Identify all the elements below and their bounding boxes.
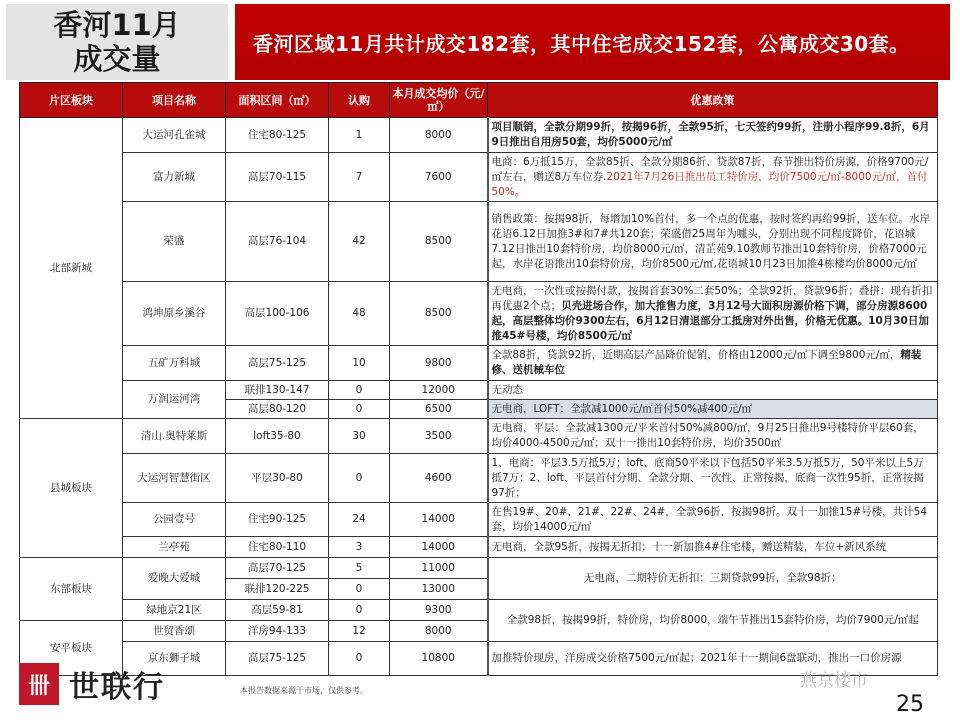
subscribed-cell: 3 [329,537,390,558]
policy-cell [488,153,938,202]
table-row [20,537,938,558]
project-cell: 富力新城 [123,153,226,202]
policy-cell: 无电商，LOFT：全款减1000元/㎡首付50%减400元/㎡ [488,400,938,419]
area-cell: 住宅90-125 [226,503,329,537]
area-cell: 高层75-125 [226,346,329,381]
area-cell: 高层59-81 [226,600,329,621]
project-cell: 鸿坤原乡溪谷 [123,282,226,346]
project-cell: 京东狮子城 [123,642,226,676]
company-logo [19,662,165,706]
subscribed-cell: 0 [329,600,390,621]
header-price: 本月成交均价（元/㎡） [390,83,488,118]
price-cell: 14000 [390,537,488,558]
table-row [20,600,938,621]
table-row [20,503,938,537]
price-cell: 9300 [390,600,488,621]
project-cell: 大运河智慧街区 [123,454,226,503]
subscribed-cell: 0 [329,579,390,600]
project-cell: 爱晚大爱城 [123,558,226,600]
project-cell: 荣盛 [123,202,226,282]
policy-cell: 加推特价现房，洋房成交价格7500元/㎡起；2021年十一期间6盘联动，推出一口价房源 [488,642,938,676]
policy-cell: 无电商，全款95折，按揭无折扣；十一新加推4#住宅楼，赠送精装，车位+新风系统 [488,537,938,558]
table-row [20,118,938,153]
page-title [6,4,228,80]
district-cell: 县城板块 [20,419,123,558]
transaction-table [19,82,938,676]
watermark: 燕京楼市 [800,671,868,691]
area-cell: 住宅80-125 [226,118,329,153]
policy-bold: 贝壳进场合作，加大推售力度，3月12号大面积房源价格下调，部分房源8600起，高层整体均价9300左右，6月12日清退部分工抵房对外出售，价格无优惠。10月30日加推45#号楼，均价8500元/㎡ [491,299,929,342]
district-cell: 安平板块 [20,621,123,676]
subscribed-cell: 0 [329,454,390,503]
area-cell: 洋房94-133 [226,621,329,642]
header-district: 片区板块 [20,83,123,118]
title-line-2: 成交量 [73,42,161,76]
disclaimer: 本报告数据来源于市场，仅供参考。 [240,686,368,695]
price-cell: 8000 [390,621,488,642]
table-row [20,381,938,400]
policy-cell [488,346,938,381]
policy-highlight: 2021年7月26日推出员工特价房，均价7500元/㎡-8000元/㎡，首付50%。 [491,170,928,198]
table-row [20,282,938,346]
subscribed-cell: 1 [329,118,390,153]
price-cell: 13000 [390,579,488,600]
area-cell: 高层75-125 [226,642,329,676]
summary-banner [235,4,950,80]
project-cell: 兰亭苑 [123,537,226,558]
policy-cell [488,282,938,346]
policy-text: 无电商，一次性或按揭付款，按揭首套30%二套50%；全款92折，贷款96折；叠拼：现有折扣再优惠2个点； [491,284,933,312]
subscribed-cell: 5 [329,558,390,579]
header-policy: 优惠政策 [488,83,938,118]
subscribed-cell: 42 [329,202,390,282]
subscribed-cell: 0 [329,400,390,419]
table-row [20,419,938,454]
policy-cell: 项目顺销，全款分期99折，按揭96折，全款95折，七天签约99折，注册小程序99.8折，6月9日推出自用房50套，均价5000元/㎡ [488,118,938,153]
table-row [20,346,938,381]
subscribed-cell: 7 [329,153,390,202]
policy-cell: 无电商，二期特价无折扣；三期贷款99折，全款98折； [488,558,938,600]
title-line-1: 香河11月 [53,8,181,42]
district-cell: 北部新城 [20,118,123,419]
subscribed-cell: 0 [329,642,390,676]
area-cell: 高层70-115 [226,153,329,202]
price-cell: 6500 [390,400,488,419]
area-cell: 高层100-106 [226,282,329,346]
area-cell: 联排130-147 [226,381,329,400]
header-subscribed: 认购 [329,83,390,118]
header-project: 项目名称 [123,83,226,118]
price-cell: 12000 [390,381,488,400]
subscribed-cell: 48 [329,282,390,346]
project-cell: 世贸香颂 [123,621,226,642]
area-cell: 平层30-80 [226,454,329,503]
price-cell: 3500 [390,419,488,454]
project-cell: 大运河孔雀城 [123,118,226,153]
policy-cell: 在售19#、20#、21#、22#、24#，全款96折，按揭98折。双十一加推15#号楼，共计54套，均价14000元/㎡ [488,503,938,537]
table-row [20,202,938,282]
price-cell: 8000 [390,118,488,153]
summary-text: 香河区域11月共计成交182套，其中住宅成交152套，公寓成交30套。 [253,31,910,56]
table-row [20,454,938,503]
policy-text: 全款88折，贷款92折，近期高层产品降价促销，价格由12000元/㎡下调至9800元/㎡， [491,349,901,361]
table-row [20,558,938,579]
area-cell: 高层76-104 [226,202,329,282]
policy-cell: 销售政策：按揭98折，每增加10%首付，多一个点的优惠，按时签约再给99折，送车位。水岸花语6.12日加推3#和7#共120套；荣盛借25周年为噱头，分别出现不同程度降价，花语城7.12日推出10套特价房，均价8000元/㎡，清芷苑9.10教师节推出10套特价房，价格7000元起，水岸花语推出10套特价房，均价8500元/㎡,花语城10月23日加推4栋楼均价8000元/㎡ [488,202,938,282]
price-cell: 7600 [390,153,488,202]
subscribed-cell: 10 [329,346,390,381]
table-row [20,153,938,202]
area-cell: 高层80-120 [226,400,329,419]
price-cell: 8500 [390,202,488,282]
price-cell: 14000 [390,503,488,537]
project-cell: 清山.奥特莱斯 [123,419,226,454]
policy-bold: 精装修、送机械车位 [491,349,922,376]
page-number: 25 [896,692,924,717]
project-cell: 五矿万科城 [123,346,226,381]
subscribed-cell: 30 [329,419,390,454]
header-area: 面积区间（㎡） [226,83,329,118]
logo-text: 世联行 [69,670,165,705]
price-cell: 9800 [390,346,488,381]
price-cell: 8500 [390,282,488,346]
policy-cell: 全款98折，按揭99折，特价房，均价8000，端午节推出15套特价房，均价7900元/㎡起 [488,600,938,642]
area-cell: 住宅80-110 [226,537,329,558]
subscribed-cell: 12 [329,621,390,642]
project-cell: 绿地京21区 [123,600,226,621]
area-cell: loft35-80 [226,419,329,454]
policy-cell: 1、电商：平层3.5万抵5万；loft、底商50平米以下包括50平米3.5万抵5万，50平米以上5万抵7万；2、loft、平层首付分期、全款分期、一次性、正常按揭，底商一次性95折，正常按揭97折； [488,454,938,503]
project-cell: 万润运河湾 [123,381,226,419]
area-cell: 联排120-225 [226,579,329,600]
price-cell: 4600 [390,454,488,503]
subscribed-cell: 0 [329,381,390,400]
subscribed-cell: 24 [329,503,390,537]
logo-mark-icon: 卌 [19,663,59,705]
district-cell: 东部板块 [20,558,123,621]
area-cell: 高层70-125 [226,558,329,579]
policy-text: 电商：6万抵15万，全款85折、全款分期86折、贷款87折，春节推出特价房源，价格9700元/㎡左右，赠送8万车位券. [491,155,929,183]
table-header-row [20,83,938,118]
project-cell: 公园壹号 [123,503,226,537]
policy-cell: 无动态 [488,381,938,400]
policy-cell: 无电商，平层：全款减1300元/平米首付50%减800/㎡，9月25日推出9号楼特价平层60套，均价4000-4500元/㎡；双十一推出10套特价房，均价3500㎡ [488,419,938,454]
price-cell: 10800 [390,642,488,676]
price-cell: 11000 [390,558,488,579]
